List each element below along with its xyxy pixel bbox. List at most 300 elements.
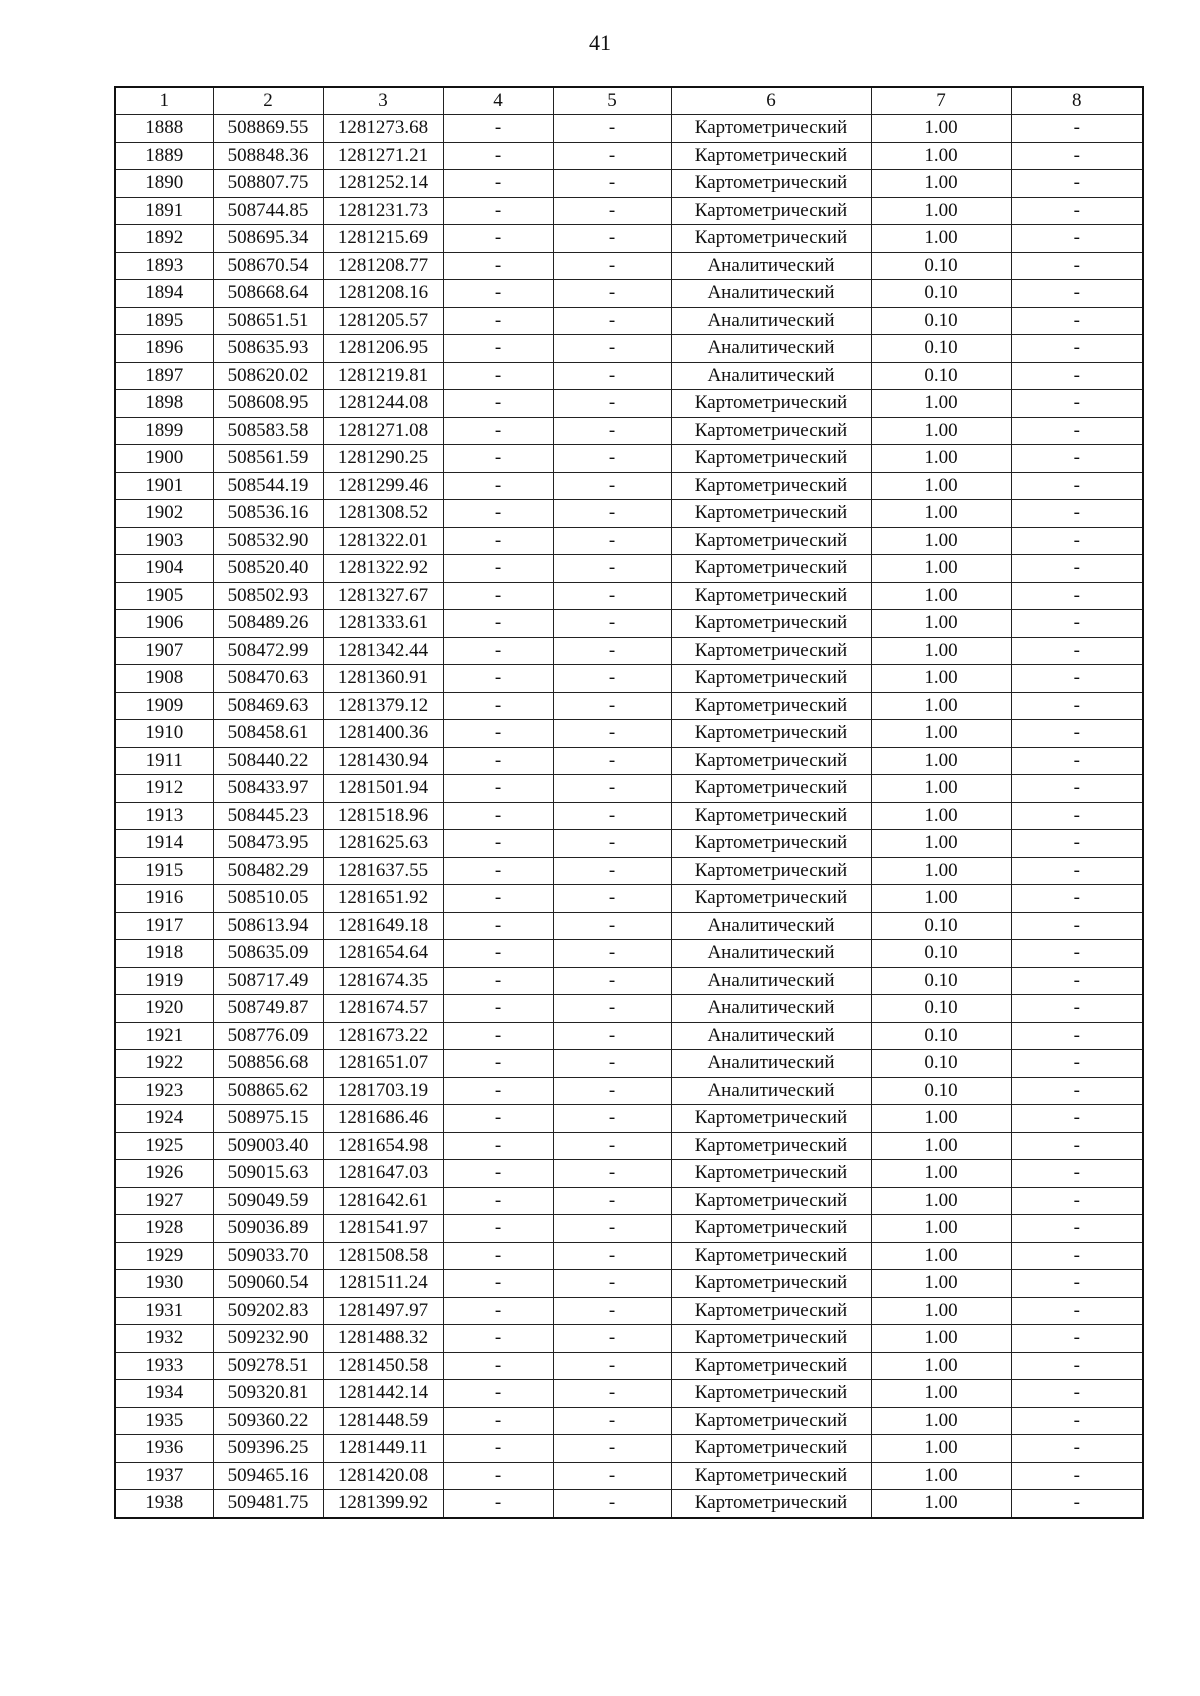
table-cell-col-8: - bbox=[1011, 500, 1143, 528]
table-cell-col-1: 1891 bbox=[115, 197, 213, 225]
table-cell-col-7: 1.00 bbox=[871, 830, 1011, 858]
table-cell-col-3: 1281215.69 bbox=[323, 225, 443, 253]
table-cell-col-4: - bbox=[443, 775, 553, 803]
table-cell-col-5: - bbox=[553, 472, 671, 500]
table-row bbox=[115, 802, 1143, 830]
table-cell-col-6: Аналитический bbox=[671, 1077, 871, 1105]
table-cell-col-7: 1.00 bbox=[871, 197, 1011, 225]
table-cell-col-1: 1904 bbox=[115, 555, 213, 583]
table-cell-col-3: 1281271.08 bbox=[323, 417, 443, 445]
table-row bbox=[115, 1297, 1143, 1325]
table-cell-col-8: - bbox=[1011, 885, 1143, 913]
table-cell-col-2: 508489.26 bbox=[213, 610, 323, 638]
table-cell-col-5: - bbox=[553, 1242, 671, 1270]
table-cell-col-3: 1281442.14 bbox=[323, 1380, 443, 1408]
column-header-3: 3 bbox=[323, 87, 443, 115]
table-cell-col-1: 1916 bbox=[115, 885, 213, 913]
table-cell-col-6: Картометрический bbox=[671, 555, 871, 583]
table-cell-col-2: 508776.09 bbox=[213, 1022, 323, 1050]
table-cell-col-3: 1281541.97 bbox=[323, 1215, 443, 1243]
table-cell-col-1: 1907 bbox=[115, 637, 213, 665]
table-cell-col-4: - bbox=[443, 280, 553, 308]
table-cell-col-8: - bbox=[1011, 417, 1143, 445]
table-cell-col-8: - bbox=[1011, 1022, 1143, 1050]
table-cell-col-4: - bbox=[443, 225, 553, 253]
table-cell-col-8: - bbox=[1011, 857, 1143, 885]
table-row bbox=[115, 280, 1143, 308]
table-cell-col-4: - bbox=[443, 472, 553, 500]
table-cell-col-4: - bbox=[443, 390, 553, 418]
table-cell-col-5: - bbox=[553, 252, 671, 280]
table-cell-col-2: 508458.61 bbox=[213, 720, 323, 748]
table-cell-col-7: 1.00 bbox=[871, 720, 1011, 748]
table-cell-col-6: Аналитический bbox=[671, 967, 871, 995]
table-body bbox=[115, 115, 1143, 1518]
table-cell-col-1: 1925 bbox=[115, 1132, 213, 1160]
table-cell-col-1: 1938 bbox=[115, 1490, 213, 1518]
table-row bbox=[115, 857, 1143, 885]
table-cell-col-8: - bbox=[1011, 610, 1143, 638]
table-cell-col-1: 1922 bbox=[115, 1050, 213, 1078]
table-cell-col-1: 1905 bbox=[115, 582, 213, 610]
table-row bbox=[115, 665, 1143, 693]
table-cell-col-2: 508502.93 bbox=[213, 582, 323, 610]
table-cell-col-3: 1281327.67 bbox=[323, 582, 443, 610]
table-cell-col-8: - bbox=[1011, 775, 1143, 803]
table-cell-col-8: - bbox=[1011, 1242, 1143, 1270]
table-row bbox=[115, 967, 1143, 995]
table-cell-col-5: - bbox=[553, 555, 671, 583]
table-cell-col-4: - bbox=[443, 445, 553, 473]
table-cell-col-8: - bbox=[1011, 1160, 1143, 1188]
table-cell-col-3: 1281511.24 bbox=[323, 1270, 443, 1298]
column-header-6: 6 bbox=[671, 87, 871, 115]
table-cell-col-1: 1908 bbox=[115, 665, 213, 693]
table-cell-col-6: Картометрический bbox=[671, 1407, 871, 1435]
table-cell-col-1: 1901 bbox=[115, 472, 213, 500]
table-cell-col-1: 1923 bbox=[115, 1077, 213, 1105]
table-cell-col-4: - bbox=[443, 1407, 553, 1435]
table-cell-col-4: - bbox=[443, 940, 553, 968]
table-cell-col-6: Аналитический bbox=[671, 307, 871, 335]
table-cell-col-4: - bbox=[443, 1270, 553, 1298]
table-cell-col-4: - bbox=[443, 1380, 553, 1408]
table-cell-col-6: Картометрический bbox=[671, 142, 871, 170]
table-row bbox=[115, 582, 1143, 610]
table-cell-col-4: - bbox=[443, 637, 553, 665]
table-cell-col-8: - bbox=[1011, 1297, 1143, 1325]
table-cell-col-5: - bbox=[553, 775, 671, 803]
table-cell-col-6: Картометрический bbox=[671, 1132, 871, 1160]
table-cell-col-7: 0.10 bbox=[871, 362, 1011, 390]
table-cell-col-2: 509049.59 bbox=[213, 1187, 323, 1215]
table-cell-col-7: 1.00 bbox=[871, 445, 1011, 473]
table-cell-col-4: - bbox=[443, 720, 553, 748]
table-cell-col-1: 1898 bbox=[115, 390, 213, 418]
table-cell-col-5: - bbox=[553, 417, 671, 445]
table-cell-col-1: 1921 bbox=[115, 1022, 213, 1050]
table-cell-col-5: - bbox=[553, 1187, 671, 1215]
table-cell-col-2: 509360.22 bbox=[213, 1407, 323, 1435]
table-cell-col-3: 1281400.36 bbox=[323, 720, 443, 748]
table-cell-col-5: - bbox=[553, 1297, 671, 1325]
table-cell-col-4: - bbox=[443, 1242, 553, 1270]
table-row bbox=[115, 1242, 1143, 1270]
table-cell-col-7: 0.10 bbox=[871, 252, 1011, 280]
table-cell-col-5: - bbox=[553, 1105, 671, 1133]
table-cell-col-3: 1281430.94 bbox=[323, 747, 443, 775]
table-cell-col-2: 509202.83 bbox=[213, 1297, 323, 1325]
table-cell-col-1: 1926 bbox=[115, 1160, 213, 1188]
table-cell-col-6: Аналитический bbox=[671, 912, 871, 940]
table-cell-col-4: - bbox=[443, 885, 553, 913]
table-cell-col-1: 1917 bbox=[115, 912, 213, 940]
table-cell-col-4: - bbox=[443, 995, 553, 1023]
table-cell-col-2: 508561.59 bbox=[213, 445, 323, 473]
table-cell-col-2: 508608.95 bbox=[213, 390, 323, 418]
table-cell-col-3: 1281420.08 bbox=[323, 1462, 443, 1490]
table-cell-col-1: 1934 bbox=[115, 1380, 213, 1408]
table-cell-col-7: 1.00 bbox=[871, 692, 1011, 720]
table-row bbox=[115, 527, 1143, 555]
table-cell-col-3: 1281273.68 bbox=[323, 115, 443, 143]
table-cell-col-5: - bbox=[553, 912, 671, 940]
table-cell-col-6: Картометрический bbox=[671, 885, 871, 913]
table-cell-col-5: - bbox=[553, 197, 671, 225]
column-header-5: 5 bbox=[553, 87, 671, 115]
table-cell-col-7: 1.00 bbox=[871, 857, 1011, 885]
table-cell-col-8: - bbox=[1011, 170, 1143, 198]
table-cell-col-6: Аналитический bbox=[671, 1022, 871, 1050]
table-cell-col-8: - bbox=[1011, 1380, 1143, 1408]
table-cell-col-5: - bbox=[553, 1050, 671, 1078]
table-cell-col-8: - bbox=[1011, 115, 1143, 143]
table-row bbox=[115, 885, 1143, 913]
table-cell-col-7: 0.10 bbox=[871, 280, 1011, 308]
table-cell-col-2: 509232.90 bbox=[213, 1325, 323, 1353]
table-cell-col-4: - bbox=[443, 610, 553, 638]
table-cell-col-4: - bbox=[443, 857, 553, 885]
table-cell-col-3: 1281673.22 bbox=[323, 1022, 443, 1050]
table-row bbox=[115, 555, 1143, 583]
table-cell-col-1: 1935 bbox=[115, 1407, 213, 1435]
table-cell-col-8: - bbox=[1011, 362, 1143, 390]
table-cell-col-1: 1933 bbox=[115, 1352, 213, 1380]
table-cell-col-3: 1281654.64 bbox=[323, 940, 443, 968]
table-cell-col-3: 1281448.59 bbox=[323, 1407, 443, 1435]
table-cell-col-2: 508744.85 bbox=[213, 197, 323, 225]
table-cell-col-5: - bbox=[553, 720, 671, 748]
table-cell-col-3: 1281651.07 bbox=[323, 1050, 443, 1078]
table-cell-col-8: - bbox=[1011, 445, 1143, 473]
table-cell-col-3: 1281219.81 bbox=[323, 362, 443, 390]
table-cell-col-4: - bbox=[443, 115, 553, 143]
table-cell-col-5: - bbox=[553, 527, 671, 555]
table-cell-col-5: - bbox=[553, 142, 671, 170]
table-row bbox=[115, 142, 1143, 170]
table-cell-col-8: - bbox=[1011, 197, 1143, 225]
table-cell-col-7: 0.10 bbox=[871, 307, 1011, 335]
table-cell-col-3: 1281333.61 bbox=[323, 610, 443, 638]
table-row bbox=[115, 1462, 1143, 1490]
table-cell-col-5: - bbox=[553, 995, 671, 1023]
table-cell-col-4: - bbox=[443, 555, 553, 583]
table-cell-col-3: 1281508.58 bbox=[323, 1242, 443, 1270]
table-cell-col-2: 509320.81 bbox=[213, 1380, 323, 1408]
table-cell-col-4: - bbox=[443, 967, 553, 995]
table-cell-col-4: - bbox=[443, 500, 553, 528]
table-cell-col-6: Картометрический bbox=[671, 417, 871, 445]
table-cell-col-4: - bbox=[443, 142, 553, 170]
table-row bbox=[115, 775, 1143, 803]
table-cell-col-7: 1.00 bbox=[871, 527, 1011, 555]
table-cell-col-6: Картометрический bbox=[671, 1242, 871, 1270]
table-cell-col-6: Картометрический bbox=[671, 390, 871, 418]
table-cell-col-3: 1281625.63 bbox=[323, 830, 443, 858]
table-cell-col-4: - bbox=[443, 335, 553, 363]
table-cell-col-5: - bbox=[553, 390, 671, 418]
table-cell-col-1: 1911 bbox=[115, 747, 213, 775]
table-cell-col-7: 0.10 bbox=[871, 995, 1011, 1023]
table-cell-col-7: 1.00 bbox=[871, 1325, 1011, 1353]
table-cell-col-1: 1889 bbox=[115, 142, 213, 170]
table-cell-col-8: - bbox=[1011, 1407, 1143, 1435]
table-cell-col-7: 1.00 bbox=[871, 225, 1011, 253]
table-cell-col-8: - bbox=[1011, 1050, 1143, 1078]
table-cell-col-6: Картометрический bbox=[671, 445, 871, 473]
table-row bbox=[115, 1325, 1143, 1353]
table-cell-col-1: 1897 bbox=[115, 362, 213, 390]
table-cell-col-2: 508635.09 bbox=[213, 940, 323, 968]
table-row bbox=[115, 692, 1143, 720]
table-row bbox=[115, 115, 1143, 143]
table-cell-col-3: 1281342.44 bbox=[323, 637, 443, 665]
table-cell-col-1: 1930 bbox=[115, 1270, 213, 1298]
table-cell-col-7: 1.00 bbox=[871, 1462, 1011, 1490]
table-cell-col-8: - bbox=[1011, 335, 1143, 363]
table-cell-col-5: - bbox=[553, 1160, 671, 1188]
table-cell-col-8: - bbox=[1011, 995, 1143, 1023]
table-cell-col-8: - bbox=[1011, 1490, 1143, 1518]
table-cell-col-8: - bbox=[1011, 637, 1143, 665]
table-row bbox=[115, 362, 1143, 390]
table-cell-col-1: 1928 bbox=[115, 1215, 213, 1243]
table-cell-col-2: 508668.64 bbox=[213, 280, 323, 308]
table-cell-col-3: 1281231.73 bbox=[323, 197, 443, 225]
table-cell-col-6: Картометрический bbox=[671, 1215, 871, 1243]
table-cell-col-1: 1920 bbox=[115, 995, 213, 1023]
table-row bbox=[115, 747, 1143, 775]
table-cell-col-7: 1.00 bbox=[871, 1407, 1011, 1435]
table-cell-col-1: 1918 bbox=[115, 940, 213, 968]
table-cell-col-5: - bbox=[553, 170, 671, 198]
table-cell-col-6: Аналитический bbox=[671, 995, 871, 1023]
column-header-4: 4 bbox=[443, 87, 553, 115]
table-cell-col-6: Аналитический bbox=[671, 280, 871, 308]
table-cell-col-7: 0.10 bbox=[871, 940, 1011, 968]
table-cell-col-5: - bbox=[553, 885, 671, 913]
table-cell-col-6: Картометрический bbox=[671, 225, 871, 253]
table-cell-col-1: 1894 bbox=[115, 280, 213, 308]
table-row bbox=[115, 1077, 1143, 1105]
table-cell-col-5: - bbox=[553, 940, 671, 968]
table-cell-col-2: 508440.22 bbox=[213, 747, 323, 775]
table-cell-col-1: 1900 bbox=[115, 445, 213, 473]
table-cell-col-6: Картометрический bbox=[671, 197, 871, 225]
table-cell-col-1: 1910 bbox=[115, 720, 213, 748]
table-cell-col-4: - bbox=[443, 1187, 553, 1215]
table-cell-col-3: 1281649.18 bbox=[323, 912, 443, 940]
table-cell-col-5: - bbox=[553, 115, 671, 143]
table-cell-col-5: - bbox=[553, 225, 671, 253]
table-row bbox=[115, 197, 1143, 225]
table-cell-col-4: - bbox=[443, 1325, 553, 1353]
table-cell-col-5: - bbox=[553, 1022, 671, 1050]
table-cell-col-7: 1.00 bbox=[871, 500, 1011, 528]
table-cell-col-6: Картометрический bbox=[671, 1462, 871, 1490]
coordinates-table bbox=[114, 86, 1144, 1519]
table-row bbox=[115, 500, 1143, 528]
table-cell-col-6: Картометрический bbox=[671, 115, 871, 143]
table-cell-col-7: 1.00 bbox=[871, 472, 1011, 500]
table-cell-col-7: 1.00 bbox=[871, 1270, 1011, 1298]
table-row bbox=[115, 940, 1143, 968]
table-row bbox=[115, 1132, 1143, 1160]
table-cell-col-7: 1.00 bbox=[871, 885, 1011, 913]
table-cell-col-6: Картометрический bbox=[671, 1297, 871, 1325]
table-cell-col-3: 1281322.92 bbox=[323, 555, 443, 583]
table-cell-col-1: 1932 bbox=[115, 1325, 213, 1353]
table-cell-col-4: - bbox=[443, 802, 553, 830]
table-row bbox=[115, 1435, 1143, 1463]
table-cell-col-3: 1281450.58 bbox=[323, 1352, 443, 1380]
table-row bbox=[115, 170, 1143, 198]
table-cell-col-5: - bbox=[553, 802, 671, 830]
table-cell-col-2: 508520.40 bbox=[213, 555, 323, 583]
table-cell-col-4: - bbox=[443, 170, 553, 198]
table-cell-col-7: 1.00 bbox=[871, 1490, 1011, 1518]
table-cell-col-8: - bbox=[1011, 390, 1143, 418]
table-cell-col-2: 508975.15 bbox=[213, 1105, 323, 1133]
table-cell-col-7: 1.00 bbox=[871, 1215, 1011, 1243]
table-cell-col-6: Картометрический bbox=[671, 775, 871, 803]
table-cell-col-7: 0.10 bbox=[871, 335, 1011, 363]
table-cell-col-2: 508635.93 bbox=[213, 335, 323, 363]
table-cell-col-3: 1281399.92 bbox=[323, 1490, 443, 1518]
table-cell-col-5: - bbox=[553, 665, 671, 693]
table-cell-col-4: - bbox=[443, 1352, 553, 1380]
table-cell-col-2: 508482.29 bbox=[213, 857, 323, 885]
table-cell-col-2: 509465.16 bbox=[213, 1462, 323, 1490]
table-cell-col-5: - bbox=[553, 280, 671, 308]
table-cell-col-4: - bbox=[443, 912, 553, 940]
table-cell-col-3: 1281208.16 bbox=[323, 280, 443, 308]
table-row bbox=[115, 1407, 1143, 1435]
table-cell-col-7: 1.00 bbox=[871, 637, 1011, 665]
table-cell-col-8: - bbox=[1011, 665, 1143, 693]
table-cell-col-3: 1281308.52 bbox=[323, 500, 443, 528]
table-cell-col-6: Картометрический bbox=[671, 610, 871, 638]
table-cell-col-2: 508807.75 bbox=[213, 170, 323, 198]
table-cell-col-6: Картометрический bbox=[671, 830, 871, 858]
table-cell-col-8: - bbox=[1011, 720, 1143, 748]
table-cell-col-6: Аналитический bbox=[671, 1050, 871, 1078]
table-cell-col-5: - bbox=[553, 307, 671, 335]
table-cell-col-1: 1902 bbox=[115, 500, 213, 528]
table-cell-col-5: - bbox=[553, 1490, 671, 1518]
table-cell-col-1: 1927 bbox=[115, 1187, 213, 1215]
table-cell-col-7: 1.00 bbox=[871, 665, 1011, 693]
table-cell-col-7: 1.00 bbox=[871, 390, 1011, 418]
table-cell-col-2: 509278.51 bbox=[213, 1352, 323, 1380]
table-cell-col-2: 508544.19 bbox=[213, 472, 323, 500]
table-cell-col-2: 509060.54 bbox=[213, 1270, 323, 1298]
table-row bbox=[115, 637, 1143, 665]
table-cell-col-3: 1281244.08 bbox=[323, 390, 443, 418]
table-cell-col-4: - bbox=[443, 747, 553, 775]
table-cell-col-3: 1281322.01 bbox=[323, 527, 443, 555]
table-cell-col-3: 1281703.19 bbox=[323, 1077, 443, 1105]
table-cell-col-2: 508510.05 bbox=[213, 885, 323, 913]
table-cell-col-3: 1281674.57 bbox=[323, 995, 443, 1023]
table-cell-col-8: - bbox=[1011, 1352, 1143, 1380]
table-cell-col-8: - bbox=[1011, 1215, 1143, 1243]
table-cell-col-2: 509015.63 bbox=[213, 1160, 323, 1188]
table-cell-col-5: - bbox=[553, 1077, 671, 1105]
table-cell-col-1: 1896 bbox=[115, 335, 213, 363]
table-cell-col-7: 1.00 bbox=[871, 1105, 1011, 1133]
table-cell-col-6: Картометрический bbox=[671, 1325, 871, 1353]
table-cell-col-5: - bbox=[553, 747, 671, 775]
table-cell-col-1: 1903 bbox=[115, 527, 213, 555]
table-cell-col-2: 509481.75 bbox=[213, 1490, 323, 1518]
table-cell-col-4: - bbox=[443, 1105, 553, 1133]
table-cell-col-7: 1.00 bbox=[871, 1297, 1011, 1325]
table-cell-col-2: 508651.51 bbox=[213, 307, 323, 335]
table-cell-col-2: 508670.54 bbox=[213, 252, 323, 280]
table-cell-col-2: 509396.25 bbox=[213, 1435, 323, 1463]
table-cell-col-8: - bbox=[1011, 225, 1143, 253]
table-row bbox=[115, 610, 1143, 638]
table-cell-col-5: - bbox=[553, 967, 671, 995]
table-cell-col-2: 508583.58 bbox=[213, 417, 323, 445]
table-cell-col-6: Картометрический bbox=[671, 857, 871, 885]
table-cell-col-4: - bbox=[443, 1050, 553, 1078]
table-cell-col-2: 508470.63 bbox=[213, 665, 323, 693]
table-cell-col-8: - bbox=[1011, 1325, 1143, 1353]
table-cell-col-7: 0.10 bbox=[871, 1050, 1011, 1078]
table-cell-col-2: 508472.99 bbox=[213, 637, 323, 665]
table-cell-col-6: Картометрический bbox=[671, 665, 871, 693]
table-row bbox=[115, 1490, 1143, 1518]
table-cell-col-6: Картометрический bbox=[671, 527, 871, 555]
table-cell-col-4: - bbox=[443, 1160, 553, 1188]
table-row bbox=[115, 417, 1143, 445]
table-cell-col-7: 1.00 bbox=[871, 1435, 1011, 1463]
table-cell-col-3: 1281206.95 bbox=[323, 335, 443, 363]
table-cell-col-8: - bbox=[1011, 967, 1143, 995]
table-cell-col-4: - bbox=[443, 197, 553, 225]
column-header-2: 2 bbox=[213, 87, 323, 115]
table-cell-col-1: 1929 bbox=[115, 1242, 213, 1270]
table-cell-col-4: - bbox=[443, 527, 553, 555]
table-cell-col-5: - bbox=[553, 1407, 671, 1435]
table-cell-col-5: - bbox=[553, 1270, 671, 1298]
table-cell-col-1: 1924 bbox=[115, 1105, 213, 1133]
table-cell-col-6: Картометрический bbox=[671, 1380, 871, 1408]
table-row bbox=[115, 225, 1143, 253]
table-cell-col-2: 508536.16 bbox=[213, 500, 323, 528]
